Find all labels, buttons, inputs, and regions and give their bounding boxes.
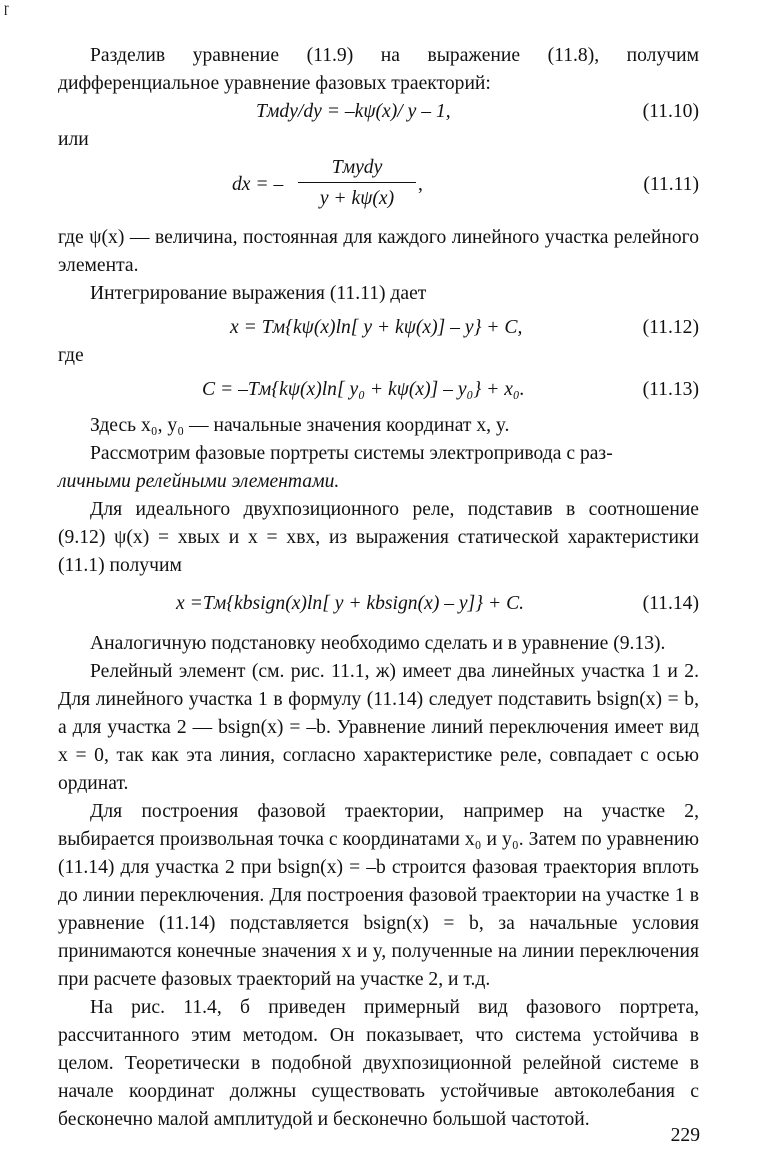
equation-expression: x =Tм{kbsign(x)ln[ y + kbsign(x) – y]} + C. <box>176 593 525 614</box>
paragraph-psi: где ψ(x) — величина, постоянная для каждого линейного участка релейного элемента. <box>58 227 699 276</box>
paragraph-intro: Разделив уравнение (11.9) на выражение (11.8), получим дифференциальное уравнение фазовых траекторий: <box>58 45 699 94</box>
equation-number: (11.10) <box>642 101 699 122</box>
corner-mark: ɼ <box>4 1 9 16</box>
word-or: или <box>58 129 89 150</box>
fraction-denominator: y + kψ(x) <box>319 188 395 209</box>
equation-expression: Tмdy/dy = –kψ(x)/ y – 1, <box>256 101 451 122</box>
equation-11-12 <box>58 314 699 342</box>
paragraph-construction: Для построения фазовой траектории, например на участке 2, выбирается произвольная точка с координатами x₀ и y₀. Затем по уравнению (11.14) для участка 2 при bsign(x) = –b строится фазовая траектория вплоть до линии переключения. Для построения фазовой траектории на участке 1 в уравнение (11.14) подставляется bsign(x) = b, за начальные условия принимаются конечные значения x и y, полученные на линии переключения при расчете фазовых траекторий на участке 2, и т.д. <box>58 801 699 990</box>
paragraph-figure: На рис. 11.4, б приведен примерный вид фазового портрета, рассчитанного этим методом. Он показывает, что система устойчива в целом. Теоретически в подобной двухпозиционной релейной системе в начале координат должны существовать устойчивые автоколебания с бесконечно малой амплитудой и бесконечно большой частотой. <box>58 997 699 1130</box>
paragraph-initial-values: Здесь x₀, y₀ — начальные значения координат x, y. <box>90 415 510 436</box>
word-where: где <box>58 345 84 366</box>
page-number: 229 <box>670 1125 700 1146</box>
equation-11-11 <box>58 154 699 216</box>
paragraph-relay-element: Релейный элемент (см. рис. 11.1, ж) имеет два линейных участка 1 и 2. Для линейного участка 1 в формулу (11.14) следует подставить bsign(x) = b, а для участка 2 — bsign(x) = –b. Уравнение линий переключения имеет вид x = 0, так как эта линия, согласно характеристике реле, совпадает с осью ординат. <box>58 661 699 794</box>
equation-11-13 <box>58 376 699 404</box>
paragraph-consider-a: Рассмотрим фазовые портреты системы электропривода с раз <box>90 443 607 464</box>
equation-comma: , <box>418 174 423 195</box>
equation-expression: x = Tм{kψ(x)ln[ y + kψ(x)] – y} + C, <box>230 317 523 338</box>
text-column <box>58 42 699 1134</box>
equation-number: (11.11) <box>643 174 699 195</box>
equation-11-10 <box>58 98 699 126</box>
equation-expression: C = –Tм{kψ(x)ln[ y₀ + kψ(x)] – y₀} + x₀. <box>202 379 525 400</box>
paragraph-ideal-relay: Для идеального двухпозиционного реле, подставив в соотношение (9.12) ψ(x) = xвых и x = xвх, из выражения статической характеристики (11.1) получим <box>58 499 699 576</box>
paragraph-integration: Интегрирование выражения (11.11) дает <box>90 283 427 304</box>
paragraph-consider: Рассмотрим фазовые портреты системы электропривода с раз- личными релейными элементами. <box>58 443 613 492</box>
fraction-numerator: Tмydy <box>331 157 383 178</box>
paragraph-consider-b: личными релейными элементами. <box>58 471 340 492</box>
paragraph-similar: Аналогичную подстановку необходимо сделать и в уравнение (9.13). <box>90 633 666 654</box>
fraction-bar <box>298 182 416 183</box>
equation-lhs: dx = – <box>232 174 284 195</box>
fraction <box>298 154 416 211</box>
equation-number: (11.14) <box>642 593 699 614</box>
equation-number: (11.12) <box>642 317 699 338</box>
equation-11-14 <box>58 590 699 618</box>
equation-number: (11.13) <box>642 379 699 400</box>
